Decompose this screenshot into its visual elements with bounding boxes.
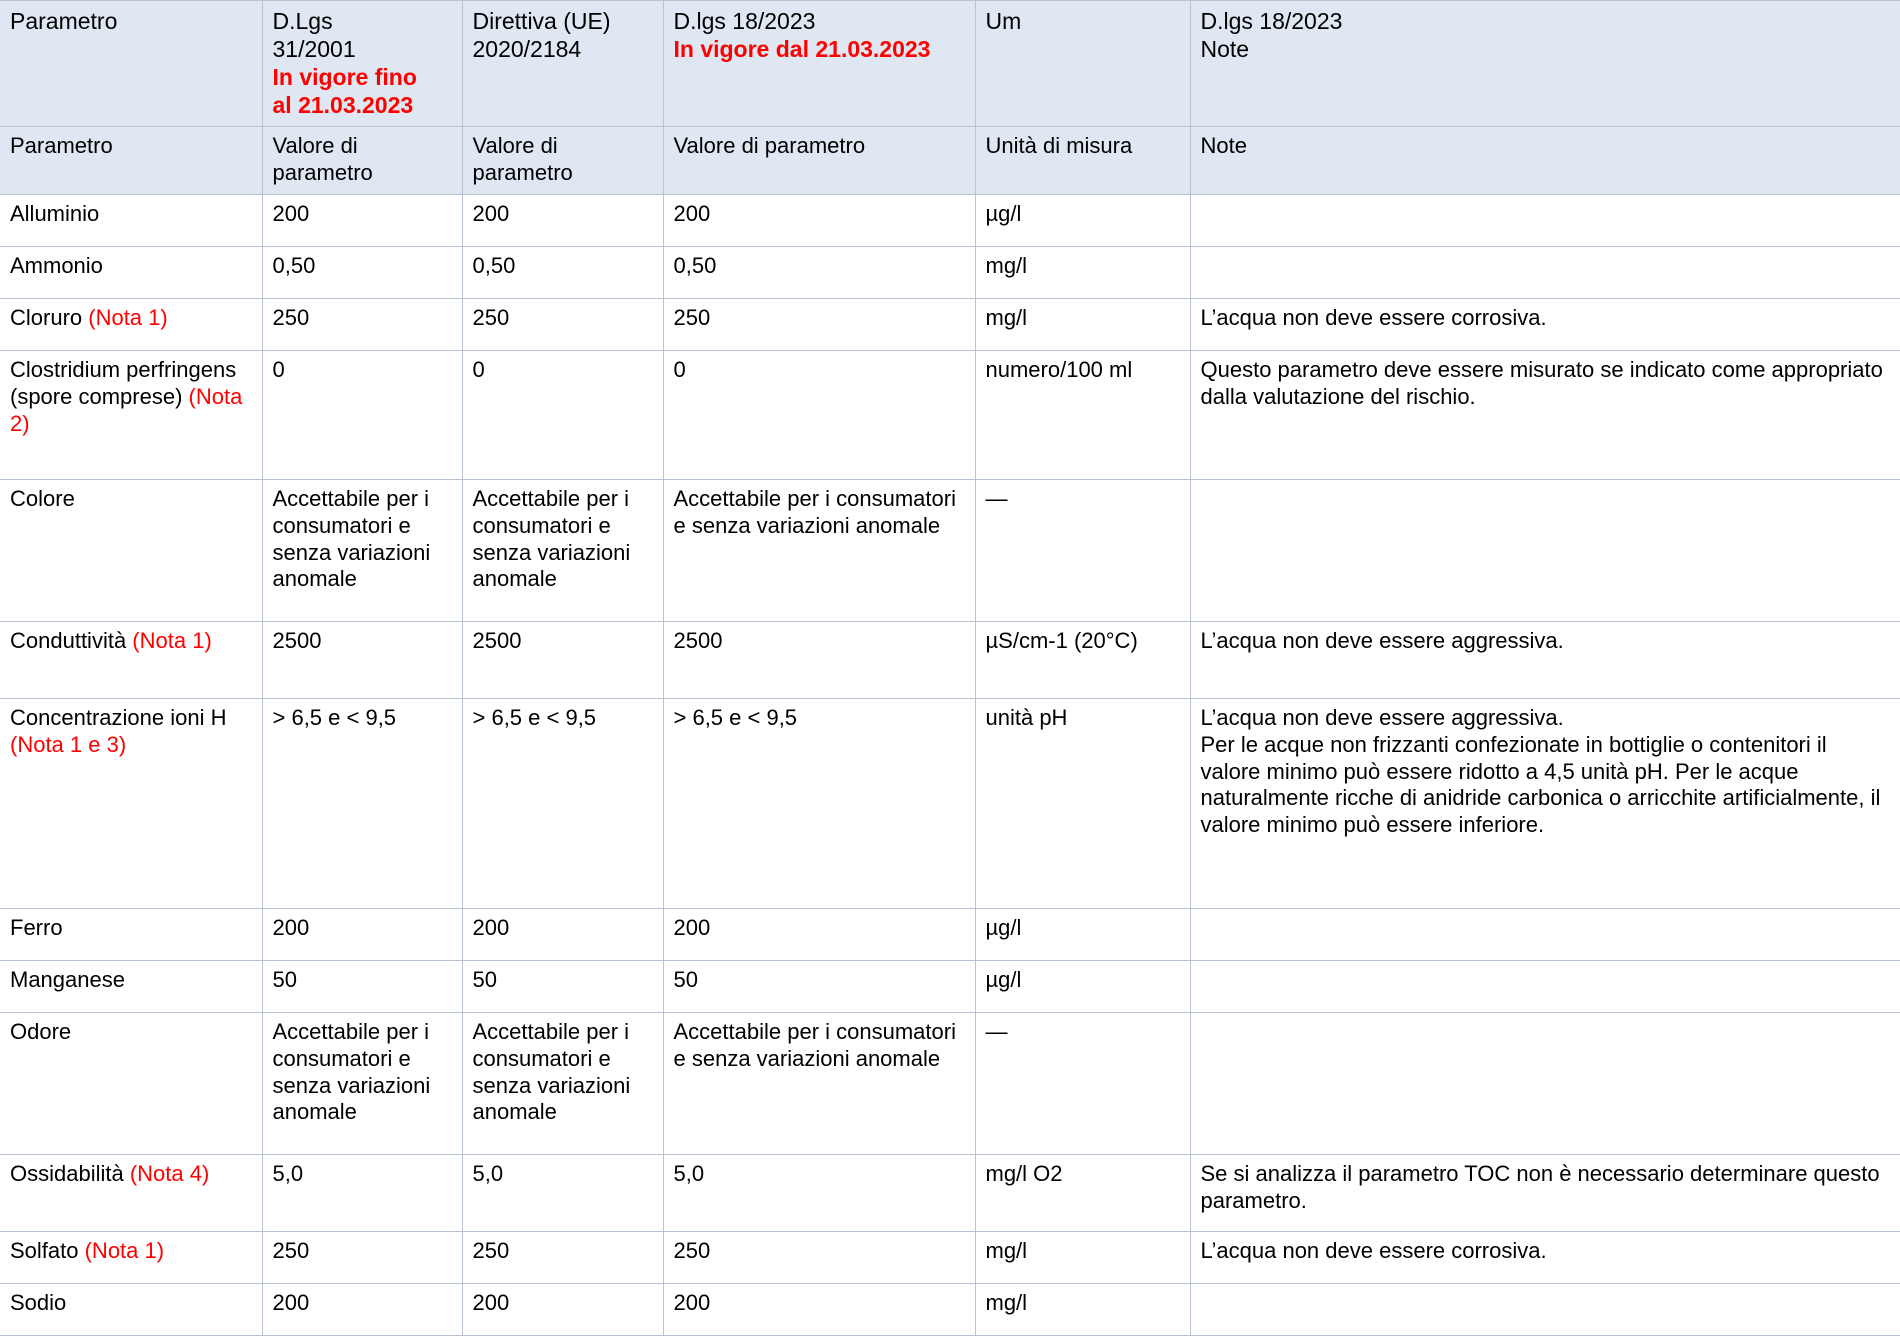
cell-dlgs31-value: 0,50 bbox=[262, 246, 462, 298]
parametro-nota-ref: (Nota 1) bbox=[132, 627, 212, 653]
header-cell-dlgs18 bbox=[663, 1, 975, 127]
cell-parametro bbox=[0, 350, 262, 479]
cell-dlgs31-value: 250 bbox=[262, 1231, 462, 1283]
cell-unita-misura: unità pH bbox=[975, 698, 1190, 908]
note-paragraph: Per le acque non frizzanti confezionate in bottiglie o contenitori il valore minimo può essere ridotto a 4,5 unità pH. Per le acque naturalmente ricche di anidride carbonica o arricchite artificialmente, il valore minimo può essere inferiore. bbox=[1200, 731, 1881, 838]
header-dlgs31-validity-line2: al 21.03.2023 bbox=[272, 92, 414, 119]
cell-parametro bbox=[0, 698, 262, 908]
subheader-um: Unità di misura bbox=[975, 127, 1190, 195]
cell-direttiva-value: 200 bbox=[462, 908, 663, 960]
table-row bbox=[0, 1012, 1900, 1154]
table-body bbox=[0, 194, 1900, 1335]
header-cell-direttiva bbox=[462, 1, 663, 127]
parametro-name: Odore bbox=[10, 1018, 72, 1044]
cell-note: Se si analizza il parametro TOC non è necessario determinare questo parametro. bbox=[1190, 1154, 1900, 1231]
parametro-name: Sodio bbox=[10, 1289, 67, 1315]
parametro-name: Ossidabilità bbox=[10, 1160, 130, 1186]
parametro-name: Clostridium perfringens (spore comprese) bbox=[10, 356, 237, 409]
cell-dlgs18-value: Accettabile per i consumatori e senza variazioni anomale bbox=[663, 479, 975, 621]
cell-note bbox=[1190, 246, 1900, 298]
cell-note bbox=[1190, 1283, 1900, 1335]
table-row bbox=[0, 621, 1900, 698]
cell-parametro bbox=[0, 621, 262, 698]
parametro-name: Alluminio bbox=[10, 200, 100, 226]
cell-parametro bbox=[0, 1154, 262, 1231]
cell-parametro bbox=[0, 479, 262, 621]
cell-parametro bbox=[0, 246, 262, 298]
parametro-name: Ammonio bbox=[10, 252, 103, 278]
parametro-name: Colore bbox=[10, 485, 75, 511]
cell-note bbox=[1190, 698, 1900, 908]
parametro-name: Cloruro bbox=[10, 304, 89, 330]
cell-note bbox=[1190, 1012, 1900, 1154]
parametro-nota-ref: (Nota 1) bbox=[84, 1237, 165, 1263]
cell-note: L’acqua non deve essere corrosiva. bbox=[1190, 298, 1900, 350]
header-um-line1: Um bbox=[985, 8, 1022, 34]
header-direttiva-line2: 2020/2184 bbox=[472, 36, 582, 63]
header-dlgs31-validity-line1: In vigore fino bbox=[272, 64, 417, 91]
cell-unita-misura: mg/l bbox=[975, 246, 1190, 298]
cell-dlgs31-value: 250 bbox=[262, 298, 462, 350]
note-paragraph: L’acqua non deve essere aggressiva. bbox=[1200, 704, 1564, 730]
header-parametro-line1: Parametro bbox=[10, 8, 118, 34]
cell-parametro bbox=[0, 298, 262, 350]
cell-parametro bbox=[0, 194, 262, 246]
cell-parametro bbox=[0, 1283, 262, 1335]
header-cell-dlgs31 bbox=[262, 1, 462, 127]
cell-direttiva-value: 250 bbox=[462, 1231, 663, 1283]
table-row bbox=[0, 960, 1900, 1012]
cell-dlgs18-value: 0,50 bbox=[663, 246, 975, 298]
cell-dlgs31-value: Accettabile per i consumatori e senza variazioni anomale bbox=[262, 479, 462, 621]
cell-unita-misura: µg/l bbox=[975, 194, 1190, 246]
cell-unita-misura: µS/cm-1 (20°C) bbox=[975, 621, 1190, 698]
parametro-name: Conduttività bbox=[10, 627, 133, 653]
parametro-nota-ref: (Nota 4) bbox=[129, 1160, 210, 1186]
parametro-nota-ref: (Nota 1 e 3) bbox=[10, 731, 127, 757]
cell-note: L’acqua non deve essere corrosiva. bbox=[1190, 1231, 1900, 1283]
table-row bbox=[0, 298, 1900, 350]
cell-note bbox=[1190, 194, 1900, 246]
cell-unita-misura: µg/l bbox=[975, 908, 1190, 960]
cell-dlgs18-value: 0 bbox=[663, 350, 975, 479]
cell-dlgs31-value: > 6,5 e < 9,5 bbox=[262, 698, 462, 908]
header-row-main bbox=[0, 1, 1900, 127]
header-cell-note bbox=[1190, 1, 1900, 127]
cell-direttiva-value: 200 bbox=[462, 194, 663, 246]
cell-note bbox=[1190, 908, 1900, 960]
header-dlgs18-line1: D.lgs 18/2023 bbox=[673, 8, 816, 34]
table-row bbox=[0, 698, 1900, 908]
cell-dlgs18-value: 250 bbox=[663, 1231, 975, 1283]
subheader-note: Note bbox=[1190, 127, 1900, 195]
cell-dlgs18-value: 50 bbox=[663, 960, 975, 1012]
cell-parametro bbox=[0, 1231, 262, 1283]
header-row-sub bbox=[0, 127, 1900, 195]
table-header bbox=[0, 1, 1900, 195]
cell-direttiva-value: 0,50 bbox=[462, 246, 663, 298]
cell-dlgs18-value: 200 bbox=[663, 908, 975, 960]
cell-unita-misura: mg/l bbox=[975, 298, 1190, 350]
cell-dlgs31-value: 50 bbox=[262, 960, 462, 1012]
cell-dlgs31-value: 200 bbox=[262, 908, 462, 960]
cell-dlgs31-value: Accettabile per i consumatori e senza variazioni anomale bbox=[262, 1012, 462, 1154]
cell-direttiva-value: 0 bbox=[462, 350, 663, 479]
cell-direttiva-value: Accettabile per i consumatori e senza variazioni anomale bbox=[462, 1012, 663, 1154]
header-cell-um bbox=[975, 1, 1190, 127]
cell-unita-misura: mg/l bbox=[975, 1283, 1190, 1335]
table-row bbox=[0, 194, 1900, 246]
cell-dlgs31-value: 0 bbox=[262, 350, 462, 479]
subheader-dlgs31: Valore di parametro bbox=[262, 127, 462, 195]
cell-note: Questo parametro deve essere misurato se indicato come appropriato dalla valutazione del rischio. bbox=[1190, 350, 1900, 479]
subheader-direttiva: Valore di parametro bbox=[462, 127, 663, 195]
cell-parametro bbox=[0, 1012, 262, 1154]
header-note-line1: D.lgs 18/2023 bbox=[1200, 8, 1343, 34]
table-row bbox=[0, 246, 1900, 298]
cell-note bbox=[1190, 479, 1900, 621]
cell-dlgs18-value: 200 bbox=[663, 1283, 975, 1335]
header-dlgs31-line2: 31/2001 bbox=[272, 36, 356, 63]
cell-unita-misura: numero/100 ml bbox=[975, 350, 1190, 479]
subheader-parametro: Parametro bbox=[0, 127, 262, 195]
table-row bbox=[0, 1283, 1900, 1335]
cell-direttiva-value: 2500 bbox=[462, 621, 663, 698]
cell-direttiva-value: 200 bbox=[462, 1283, 663, 1335]
cell-unita-misura: mg/l O2 bbox=[975, 1154, 1190, 1231]
cell-direttiva-value: 5,0 bbox=[462, 1154, 663, 1231]
cell-direttiva-value: > 6,5 e < 9,5 bbox=[462, 698, 663, 908]
cell-unita-misura: — bbox=[975, 1012, 1190, 1154]
cell-note bbox=[1190, 960, 1900, 1012]
cell-direttiva-value: Accettabile per i consumatori e senza variazioni anomale bbox=[462, 479, 663, 621]
header-dlgs31-line1: D.Lgs bbox=[272, 8, 333, 34]
subheader-dlgs18: Valore di parametro bbox=[663, 127, 975, 195]
header-note-line2: Note bbox=[1200, 36, 1250, 63]
cell-unita-misura: µg/l bbox=[975, 960, 1190, 1012]
table-row bbox=[0, 1231, 1900, 1283]
cell-dlgs18-value: 250 bbox=[663, 298, 975, 350]
header-cell-parametro bbox=[0, 1, 262, 127]
parametro-name: Solfato bbox=[10, 1237, 85, 1263]
table-row bbox=[0, 479, 1900, 621]
table-row bbox=[0, 350, 1900, 479]
cell-dlgs31-value: 200 bbox=[262, 1283, 462, 1335]
table-row bbox=[0, 908, 1900, 960]
cell-direttiva-value: 250 bbox=[462, 298, 663, 350]
parametro-name: Manganese bbox=[10, 966, 125, 992]
cell-dlgs31-value: 5,0 bbox=[262, 1154, 462, 1231]
cell-dlgs18-value: 2500 bbox=[663, 621, 975, 698]
parametro-name: Concentrazione ioni H bbox=[10, 704, 227, 730]
cell-unita-misura: mg/l bbox=[975, 1231, 1190, 1283]
cell-note: L’acqua non deve essere aggressiva. bbox=[1190, 621, 1900, 698]
cell-dlgs31-value: 200 bbox=[262, 194, 462, 246]
cell-unita-misura: — bbox=[975, 479, 1190, 621]
header-direttiva-line1: Direttiva (UE) bbox=[472, 8, 611, 34]
cell-direttiva-value: 50 bbox=[462, 960, 663, 1012]
header-dlgs18-validity: In vigore dal 21.03.2023 bbox=[673, 36, 931, 63]
cell-dlgs18-value: 200 bbox=[663, 194, 975, 246]
cell-dlgs18-value: Accettabile per i consumatori e senza variazioni anomale bbox=[663, 1012, 975, 1154]
parametro-nota-ref: (Nota 1) bbox=[88, 304, 168, 330]
table-row bbox=[0, 1154, 1900, 1231]
cell-dlgs18-value: > 6,5 e < 9,5 bbox=[663, 698, 975, 908]
cell-dlgs31-value: 2500 bbox=[262, 621, 462, 698]
cell-parametro bbox=[0, 908, 262, 960]
cell-parametro bbox=[0, 960, 262, 1012]
cell-dlgs18-value: 5,0 bbox=[663, 1154, 975, 1231]
parametro-name: Ferro bbox=[10, 914, 63, 940]
parametro-nota-ref: (Nota 2) bbox=[10, 383, 243, 436]
